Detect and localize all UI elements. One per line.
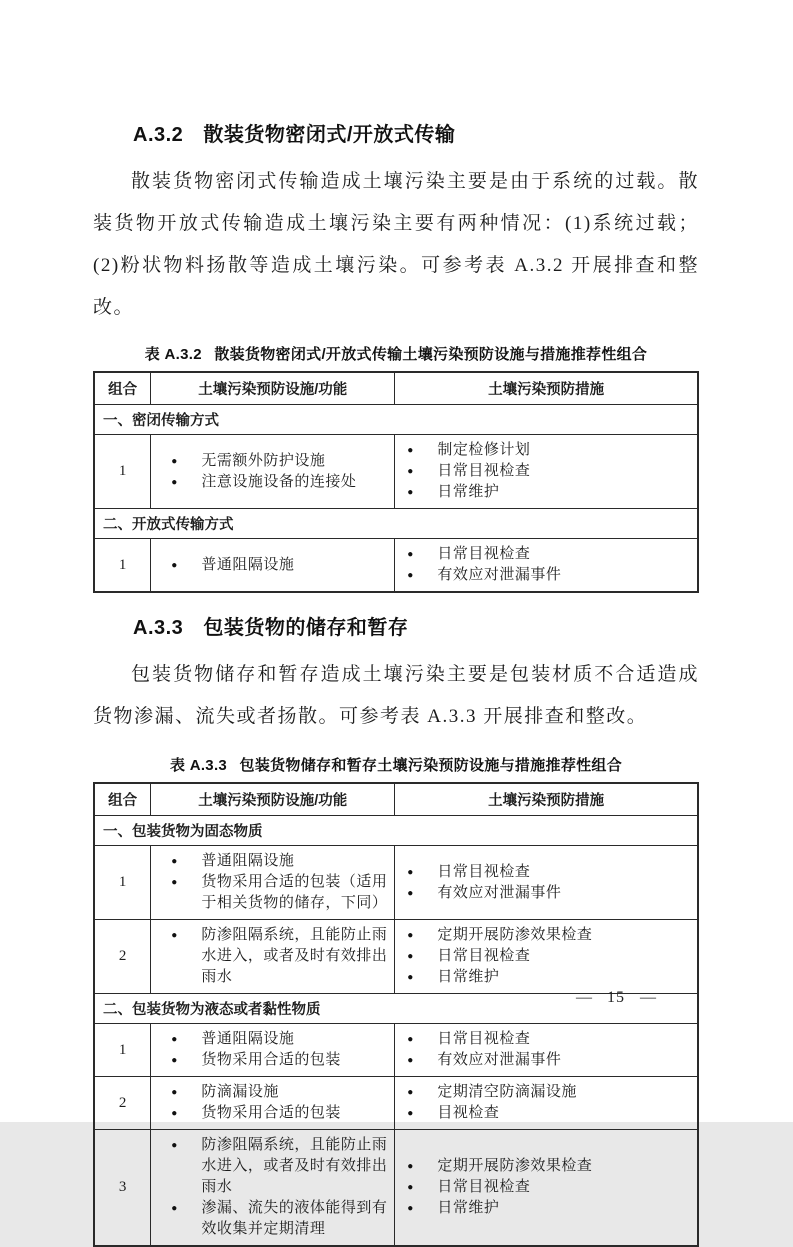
bullet-text: 防渗阻隔系统，且能防止雨水进入，或者及时有效排出雨水 (201, 1137, 388, 1195)
section-heading-a32 (133, 118, 699, 147)
bullet-item (407, 565, 693, 586)
bullet-icon: ● (407, 1055, 414, 1066)
bullet-item (407, 1029, 693, 1050)
table-row (94, 435, 698, 509)
bullet-item (407, 1050, 693, 1071)
table-header-row (94, 372, 698, 405)
section-row-title: 二、开放式传输方式 (94, 509, 698, 539)
bullet-text: 货物采用合适的包装（适用于相关货物的储存，下同） (201, 874, 388, 911)
bullet-icon: ● (407, 1182, 414, 1193)
combo-number: 1 (94, 846, 151, 920)
column-header: 土壤污染预防措施 (395, 783, 698, 816)
bullet-text: 日常目视检查 (437, 463, 531, 479)
bullet-text: 日常目视检查 (437, 863, 531, 880)
bullet-item (407, 482, 693, 503)
bullet-item (171, 1029, 390, 1050)
table-header-row (94, 783, 698, 816)
bullet-icon: ● (171, 856, 178, 867)
table-row (94, 1024, 698, 1077)
section-row-title: 二、包装货物为液态或者黏性物质 (94, 994, 698, 1024)
bullet-item (171, 1198, 390, 1240)
bullet-item (407, 1177, 693, 1198)
bullet-item (171, 872, 390, 914)
bullet-item (171, 851, 390, 872)
bullet-icon: ● (407, 887, 414, 899)
table-row (94, 1130, 698, 1247)
bullet-text: 普通阻隔设施 (201, 556, 295, 573)
measure-list (395, 539, 698, 593)
bullet-item (407, 461, 693, 482)
bullet-text: 目视检查 (437, 1105, 500, 1121)
bullet-icon: ● (407, 1108, 414, 1119)
combo-number: 3 (94, 1130, 151, 1247)
bullet-icon: ● (407, 445, 414, 456)
bullet-icon: ● (407, 487, 414, 498)
bullet-item (171, 1050, 390, 1071)
bullet-icon: ● (407, 951, 414, 962)
bullet-text: 制定检修计划 (437, 442, 531, 458)
bullet-icon: ● (407, 866, 414, 878)
facility-list (151, 920, 395, 994)
bullet-item (171, 1103, 390, 1124)
bullet-item (407, 946, 693, 967)
combo-number: 1 (94, 539, 151, 593)
table-caption-text: 散装货物密闭式/开放式传输土壤污染预防设施与措施推荐性组合 (214, 346, 648, 363)
bullet-item (171, 1082, 390, 1103)
bullet-item (171, 925, 390, 988)
facility-list (151, 1077, 395, 1130)
combo-number: 1 (94, 435, 151, 509)
section-title: 散装货物密闭式/开放式传输 (203, 124, 456, 146)
bullet-icon: ● (171, 476, 178, 488)
measure-list (395, 435, 698, 509)
column-header: 组合 (94, 783, 151, 816)
bullet-text: 防滴漏设施 (201, 1084, 279, 1100)
bullet-item (407, 440, 693, 461)
facility-list (151, 435, 395, 509)
bullet-icon: ● (171, 1203, 178, 1214)
bullet-icon: ● (407, 1203, 414, 1214)
footer-dash-left: — (576, 989, 592, 1006)
bullet-icon: ● (171, 1108, 178, 1119)
bullet-item (171, 555, 390, 576)
paragraph-a32: 散装货物密闭式传输造成土壤污染主要是由于系统的过载。散装货物开放式传输造成土壤污染主要有两种情况：(1)系统过载；(2)粉状物料扬散等造成土壤污染。可参考表 A.3.2 开展排查和整改。 (93, 171, 699, 318)
bullet-text: 日常维护 (437, 969, 500, 985)
table-row (94, 1077, 698, 1130)
bullet-icon: ● (407, 1087, 414, 1098)
table-a33 (93, 782, 699, 1247)
bullet-icon: ● (407, 549, 414, 560)
bullet-icon: ● (171, 1034, 178, 1045)
page-number: 15 (607, 989, 625, 1006)
table-label: 表 A.3.3 (169, 757, 228, 774)
bullet-item (407, 1103, 693, 1124)
bullet-item (171, 472, 390, 493)
bullet-text: 有效应对泄漏事件 (437, 1052, 562, 1068)
column-header: 土壤污染预防设施/功能 (151, 783, 395, 816)
bullet-icon: ● (407, 930, 414, 941)
section-number: A.3.2 (133, 124, 184, 146)
bullet-item (407, 967, 693, 988)
bullet-text: 无需额外防护设施 (201, 452, 326, 469)
section-row (94, 816, 698, 846)
facility-list (151, 1130, 395, 1247)
facility-list (151, 1024, 395, 1077)
table-caption-a33 (93, 754, 699, 775)
bullet-icon: ● (171, 559, 178, 571)
section-row-title: 一、密闭传输方式 (94, 405, 698, 435)
measure-list (395, 1024, 698, 1077)
bullet-icon: ● (407, 466, 414, 477)
bullet-text: 防渗阻隔系统，且能防止雨水进入，或者及时有效排出雨水 (201, 927, 388, 985)
column-header: 组合 (94, 372, 151, 405)
page-footer (576, 989, 656, 1007)
bullet-text: 日常目视检查 (437, 546, 531, 562)
facility-list (151, 846, 395, 920)
bullet-icon: ● (171, 455, 178, 467)
section-title: 包装货物的储存和暂存 (203, 617, 409, 639)
measure-list (395, 846, 698, 920)
bullet-text: 有效应对泄漏事件 (437, 567, 562, 583)
bullet-icon: ● (407, 1161, 414, 1172)
paragraph-a33: 包装货物储存和暂存造成土壤污染主要是包装材质不合适造成货物渗漏、流失或者扬散。可参考表 A.3.3 开展排查和整改。 (93, 664, 699, 727)
table-caption-a32 (93, 343, 699, 364)
footer-dash-right: — (640, 989, 656, 1006)
facility-list (151, 539, 395, 593)
bullet-text: 货物采用合适的包装 (201, 1052, 341, 1068)
section-a33 (93, 611, 699, 1247)
bullet-item (407, 862, 693, 883)
measure-list (395, 1130, 698, 1247)
bullet-text: 有效应对泄漏事件 (437, 884, 562, 901)
section-row (94, 509, 698, 539)
table-row (94, 846, 698, 920)
combo-number: 1 (94, 1024, 151, 1077)
section-row (94, 405, 698, 435)
table-caption-text: 包装货物储存和暂存土壤污染预防设施与措施推荐性组合 (239, 757, 623, 774)
table-row (94, 539, 698, 593)
bullet-icon: ● (171, 1087, 178, 1098)
combo-number: 2 (94, 1077, 151, 1130)
page-content (93, 118, 699, 1247)
table-label: 表 A.3.2 (144, 346, 202, 363)
bullet-icon: ● (171, 1140, 178, 1151)
bullet-text: 日常目视检查 (437, 948, 531, 964)
bullet-item (407, 1082, 693, 1103)
bullet-item (171, 451, 390, 472)
bullet-icon: ● (407, 972, 414, 983)
bullet-text: 日常维护 (437, 1200, 500, 1216)
bullet-text: 定期清空防滴漏设施 (437, 1084, 577, 1100)
bullet-text: 注意设施设备的连接处 (201, 473, 357, 490)
bullet-icon: ● (171, 930, 178, 941)
bullet-icon: ● (171, 1055, 178, 1066)
bullet-icon: ● (407, 570, 414, 581)
bullet-text: 定期开展防渗效果检查 (437, 1158, 593, 1174)
bullet-item (407, 544, 693, 565)
bullet-item (407, 1198, 693, 1219)
section-a32 (93, 118, 699, 593)
bullet-text: 渗漏、流失的液体能得到有效收集并定期清理 (201, 1200, 388, 1237)
bullet-text: 日常目视检查 (437, 1179, 531, 1195)
bullet-item (407, 883, 693, 904)
bullet-item (407, 925, 693, 946)
bullet-icon: ● (407, 1034, 414, 1045)
bullet-item (407, 1156, 693, 1177)
bullet-item (171, 1135, 390, 1198)
measure-list (395, 1077, 698, 1130)
bullet-text: 货物采用合适的包装 (201, 1105, 341, 1121)
table-row (94, 920, 698, 994)
table-a32 (93, 371, 699, 593)
column-header: 土壤污染预防设施/功能 (151, 372, 395, 405)
measure-list (395, 920, 698, 994)
bullet-text: 定期开展防渗效果检查 (437, 927, 593, 943)
bullet-text: 日常目视检查 (437, 1031, 531, 1047)
section-heading-a33 (133, 611, 699, 640)
column-header: 土壤污染预防措施 (395, 372, 698, 405)
section-row-title: 一、包装货物为固态物质 (94, 816, 698, 846)
bullet-text: 日常维护 (437, 484, 500, 500)
combo-number: 2 (94, 920, 151, 994)
section-number: A.3.3 (133, 617, 184, 639)
bullet-icon: ● (171, 877, 178, 888)
bullet-text: 普通阻隔设施 (201, 853, 295, 869)
bullet-text: 普通阻隔设施 (201, 1031, 295, 1047)
